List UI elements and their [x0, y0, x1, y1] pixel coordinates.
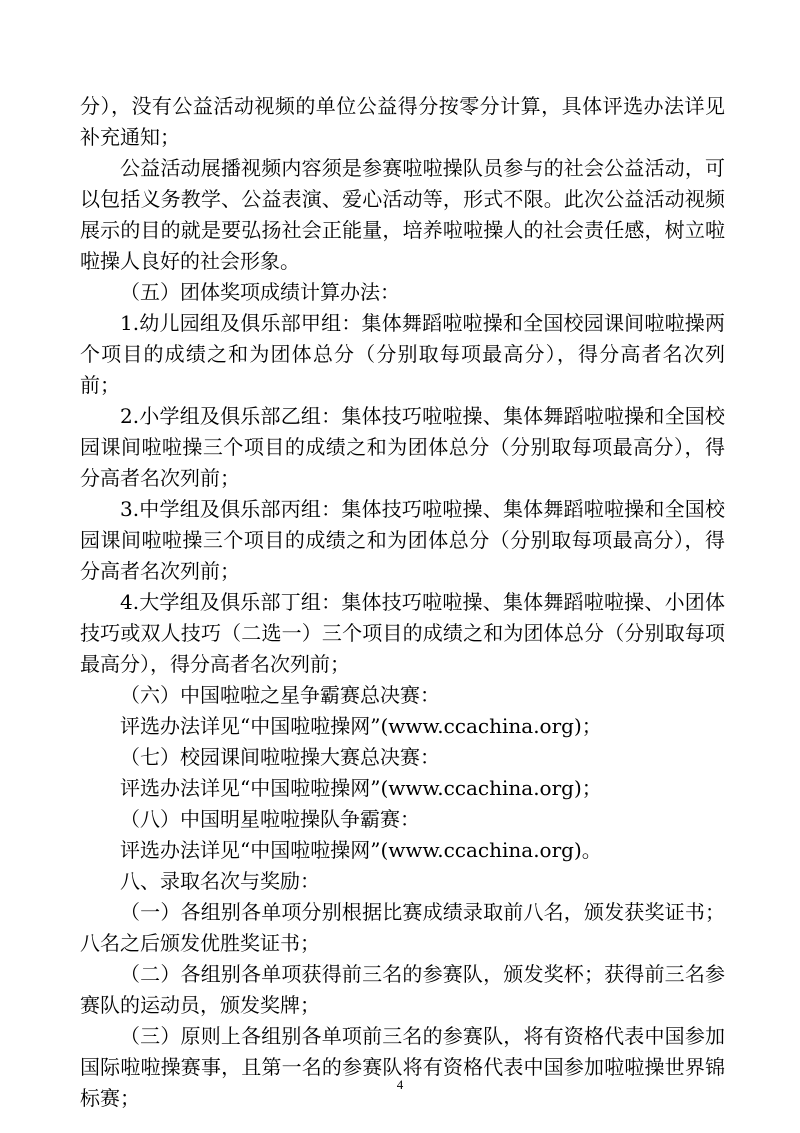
award-rule-3: （三）原则上各组别各单项前三名的参赛队，将有资格代表中国参加国际啦啦操赛事，且第一名的参赛队将有资格代表中国参加啦啦操世界锦标赛；: [80, 1024, 725, 1110]
page-number: 4: [396, 1077, 404, 1092]
list-item-university-group: 4.大学组及俱乐部丁组：集体技巧啦啦操、集体舞蹈啦啦操、小团体技巧或双人技巧（二选一）三个项目的成绩之和为团体总分（分别取每项最高分），得分高者名次列前；: [80, 590, 725, 676]
list-item-middle-school-group: 3.中学组及俱乐部丙组：集体技巧啦啦操、集体舞蹈啦啦操和全国校园课间啦啦操三个项目的成绩之和为团体总分（分别取每项最高分），得分高者名次列前；: [80, 497, 725, 583]
paragraph-continuation: 分），没有公益活动视频的单位公益得分按零分计算，具体评选办法详见补充通知；: [80, 94, 725, 149]
chapter-heading-awards: 八、录取名次与奖励：: [120, 869, 320, 893]
section-heading-team-score: （五）团体奖项成绩计算办法：: [120, 280, 400, 304]
paragraph-public-welfare-video: 公益活动展播视频内容须是参赛啦啦操队员参与的社会公益活动，可以包括义务教学、公益表演、爱心活动等，形式不限。此次公益活动视频展示的目的就是要弘扬社会正能量，培养啦啦操人的社会责任感，树立啦啦操人良好的社会形象。: [80, 156, 725, 273]
section-heading-campus-final: （七）校园课间啦啦操大赛总决赛：: [120, 745, 440, 769]
body-text: [80, 91, 725, 1114]
award-rule-2: （二）各组别各单项获得前三名的参赛队，颁发奖杯；获得前三名参赛队的运动员，颁发奖牌；: [80, 962, 725, 1017]
rule-reference-cheer-star: 评选办法详见“中国啦啦操网”(www.ccachina.org)；: [120, 714, 602, 738]
section-heading-star-team: （八）中国明星啦啦操队争霸赛：: [120, 807, 420, 831]
section-heading-cheer-star-final: （六）中国啦啦之星争霸赛总决赛：: [120, 683, 440, 707]
rule-reference-star-team: 评选办法详见“中国啦啦操网”(www.ccachina.org)。: [120, 838, 602, 862]
list-item-kindergarten-group: 1.幼儿园组及俱乐部甲组：集体舞蹈啦啦操和全国校园课间啦啦操两个项目的成绩之和为团体总分（分别取每项最高分），得分高者名次列前；: [80, 311, 725, 397]
rule-reference-campus: 评选办法详见“中国啦啦操网”(www.ccachina.org)；: [120, 776, 602, 800]
award-rule-1: （一）各组别各单项分别根据比赛成绩录取前八名，颁发获奖证书；八名之后颁发优胜奖证书；: [80, 900, 725, 955]
list-item-primary-group: 2.小学组及俱乐部乙组：集体技巧啦啦操、集体舞蹈啦啦操和全国校园课间啦啦操三个项目的成绩之和为团体总分（分别取每项最高分），得分高者名次列前；: [80, 404, 725, 490]
